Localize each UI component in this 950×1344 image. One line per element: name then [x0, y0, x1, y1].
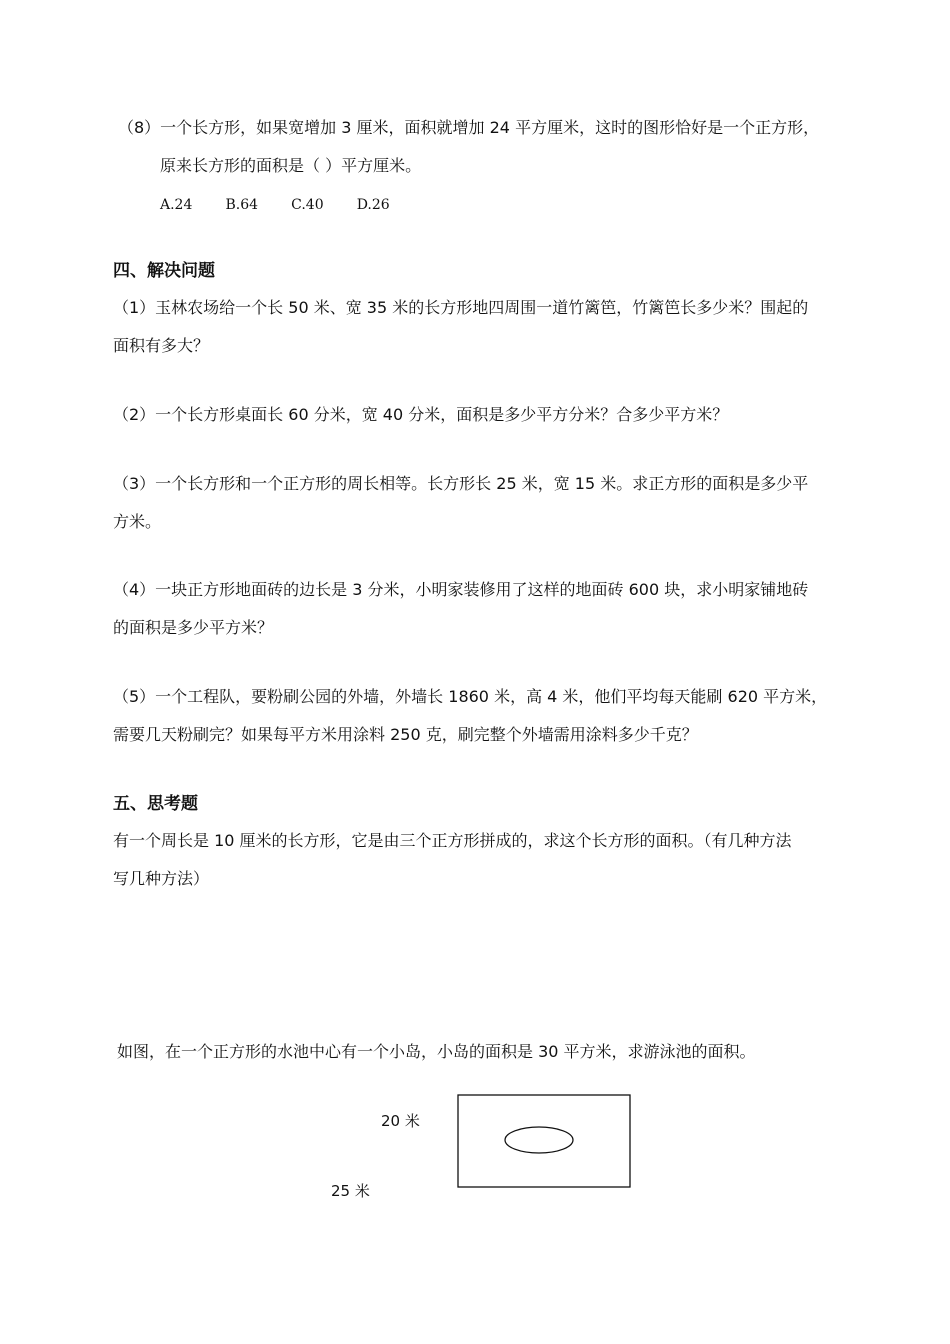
q8-option-c: C.40: [291, 197, 324, 213]
s5-q1-line1: 有一个周长是 10 厘米的长方形，它是由三个正方形拼成的，求这个长方形的面积。（有几种方法: [113, 831, 792, 850]
section4-heading: 四、解决问题: [113, 261, 215, 281]
figure-label-height: 20 米: [381, 1112, 420, 1130]
island-ellipse: [505, 1127, 573, 1153]
s5-q1-line2: 写几种方法）: [113, 869, 210, 888]
s4-q3-line1: （3）一个长方形和一个正方形的周长相等。长方形长 25 米，宽 15 米。求正方形的面积是多少平: [113, 474, 809, 493]
section5-heading: 五、思考题: [113, 794, 198, 814]
s4-q5-line1: （5）一个工程队，要粉刷公园的外墙，外墙长 1860 米，高 4 米，他们平均每天能刷 620 平方米，: [113, 687, 828, 706]
q8-option-b: B.64: [225, 197, 259, 213]
s4-q1-line1: （1）玉林农场给一个长 50 米、宽 35 米的长方形地四周围一道竹篱笆，竹篱笆长多少米？围起的: [113, 298, 809, 317]
s4-q1-line2: 面积有多大？: [113, 336, 210, 355]
s4-q4-line2: 的面积是多少平方米？: [113, 618, 274, 637]
figure-label-width: 25 米: [331, 1182, 370, 1200]
q8-options: [160, 194, 418, 213]
s4-q2-line1: （2）一个长方形桌面长 60 分米，宽 40 分米，面积是多少平方分米？合多少平方米？: [113, 405, 729, 424]
s4-q5-line2: 需要几天粉刷完？如果每平方米用涂料 250 克，刷完整个外墙需用涂料多少千克？: [113, 725, 698, 744]
s4-q3-line2: 方米。: [113, 512, 162, 531]
pool-figure: [450, 1088, 640, 1194]
q8-option-d: D.26: [356, 197, 390, 213]
s5-q2-line1: 如图，在一个正方形的水池中心有一个小岛，小岛的面积是 30 平方米，求游泳池的面积。: [117, 1042, 756, 1061]
q8-option-a: A.24: [160, 197, 193, 213]
pool-rectangle: [458, 1095, 630, 1187]
q8-line1: （8）一个长方形，如果宽增加 3 厘米，面积就增加 24 平方厘米，这时的图形恰好是一个正方形，: [118, 118, 820, 137]
s4-q4-line1: （4）一块正方形地面砖的边长是 3 分米，小明家装修用了这样的地面砖 600 块，求小明家铺地砖: [113, 580, 809, 599]
q8-line2: 原来长方形的面积是（ ）平方厘米。: [160, 156, 422, 175]
